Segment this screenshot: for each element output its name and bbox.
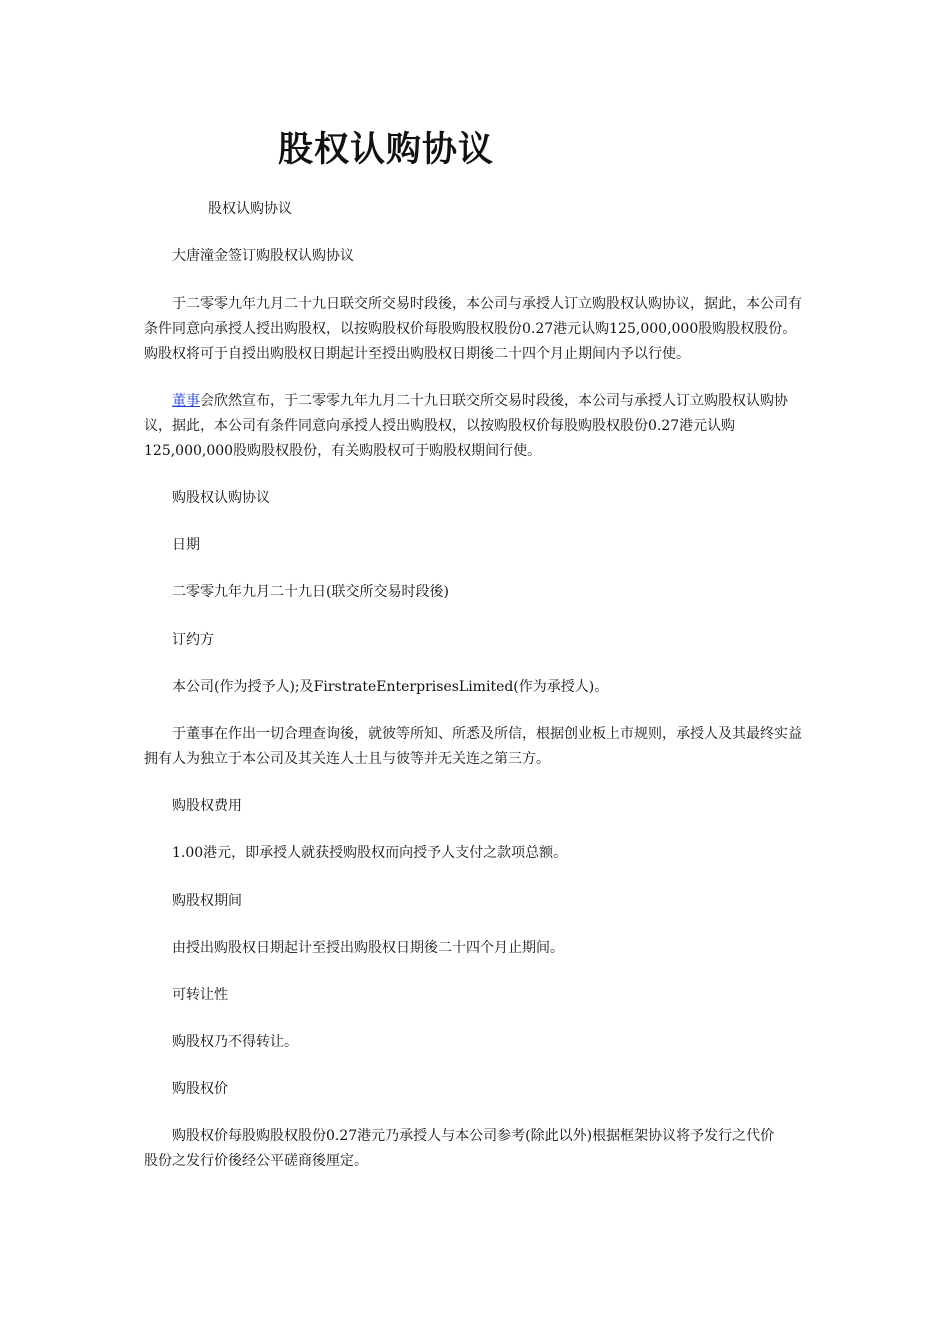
- document-title: 股权认购协议: [278, 130, 495, 170]
- para2-line1: [144, 389, 809, 413]
- para2-line1-text: 会欣然宣布，于二零零九年九月二十九日联交所交易时段後，本公司与承授人订立购股权认购协: [200, 393, 788, 409]
- heading-sign: 大唐潼金签订购股权认购协议: [172, 248, 354, 264]
- director-link[interactable]: 董事: [172, 393, 200, 409]
- label-fee: 购股权费用: [172, 798, 242, 814]
- para1-line2: 条件同意向承授人授出购股权，以按购股权价每股购股权股份0.27港元认购125,000,000股购股权股份。: [144, 321, 797, 337]
- value-transfer: 购股权乃不得转让。: [172, 1034, 298, 1050]
- value-fee: 1.00港元，即承授人就获授购股权而向授予人支付之款项总额。: [172, 845, 568, 861]
- value-parties: 本公司(作为授予人);及FirstrateEnterprisesLimited(作为承授人)。: [172, 679, 609, 695]
- para2-line3: 125,000,000股购股权股份，有关购股权可于购股权期间行使。: [144, 443, 542, 459]
- price-line1: 购股权价每股购股权股份0.27港元乃承授人与本公司参考(除此以外)根据框架协议将予发行之代价: [172, 1128, 775, 1144]
- label-period: 购股权期间: [172, 893, 242, 909]
- label-transfer: 可转让性: [172, 987, 228, 1003]
- section-agreement: 购股权认购协议: [172, 490, 270, 506]
- independence-line2: 拥有人为独立于本公司及其关连人士且与彼等并无关连之第三方。: [144, 751, 550, 767]
- document-subtitle: 股权认购协议: [208, 201, 292, 217]
- label-price: 购股权价: [172, 1081, 228, 1097]
- value-period: 由授出购股权日期起计至授出购股权日期後二十四个月止期间。: [172, 940, 564, 956]
- label-date: 日期: [172, 537, 200, 553]
- para1-line3: 购股权将可于自授出购股权日期起计至授出购股权日期後二十四个月止期间内予以行使。: [144, 346, 690, 362]
- para2-line2: 议，据此，本公司有条件同意向承授人授出购股权，以按购股权价每股购股权股份0.27港元认购: [144, 418, 736, 434]
- para1-line1: 于二零零九年九月二十九日联交所交易时段後，本公司与承授人订立购股权认购协议，据此，本公司有: [172, 296, 802, 312]
- value-date: 二零零九年九月二十九日(联交所交易时段後): [172, 584, 449, 600]
- label-parties: 订约方: [172, 632, 214, 648]
- independence-line1: 于董事在作出一切合理查询後，就彼等所知、所悉及所信，根据创业板上市规则，承授人及其最终实益: [172, 726, 802, 742]
- price-line2: 股份之发行价後经公平磋商後厘定。: [144, 1153, 368, 1169]
